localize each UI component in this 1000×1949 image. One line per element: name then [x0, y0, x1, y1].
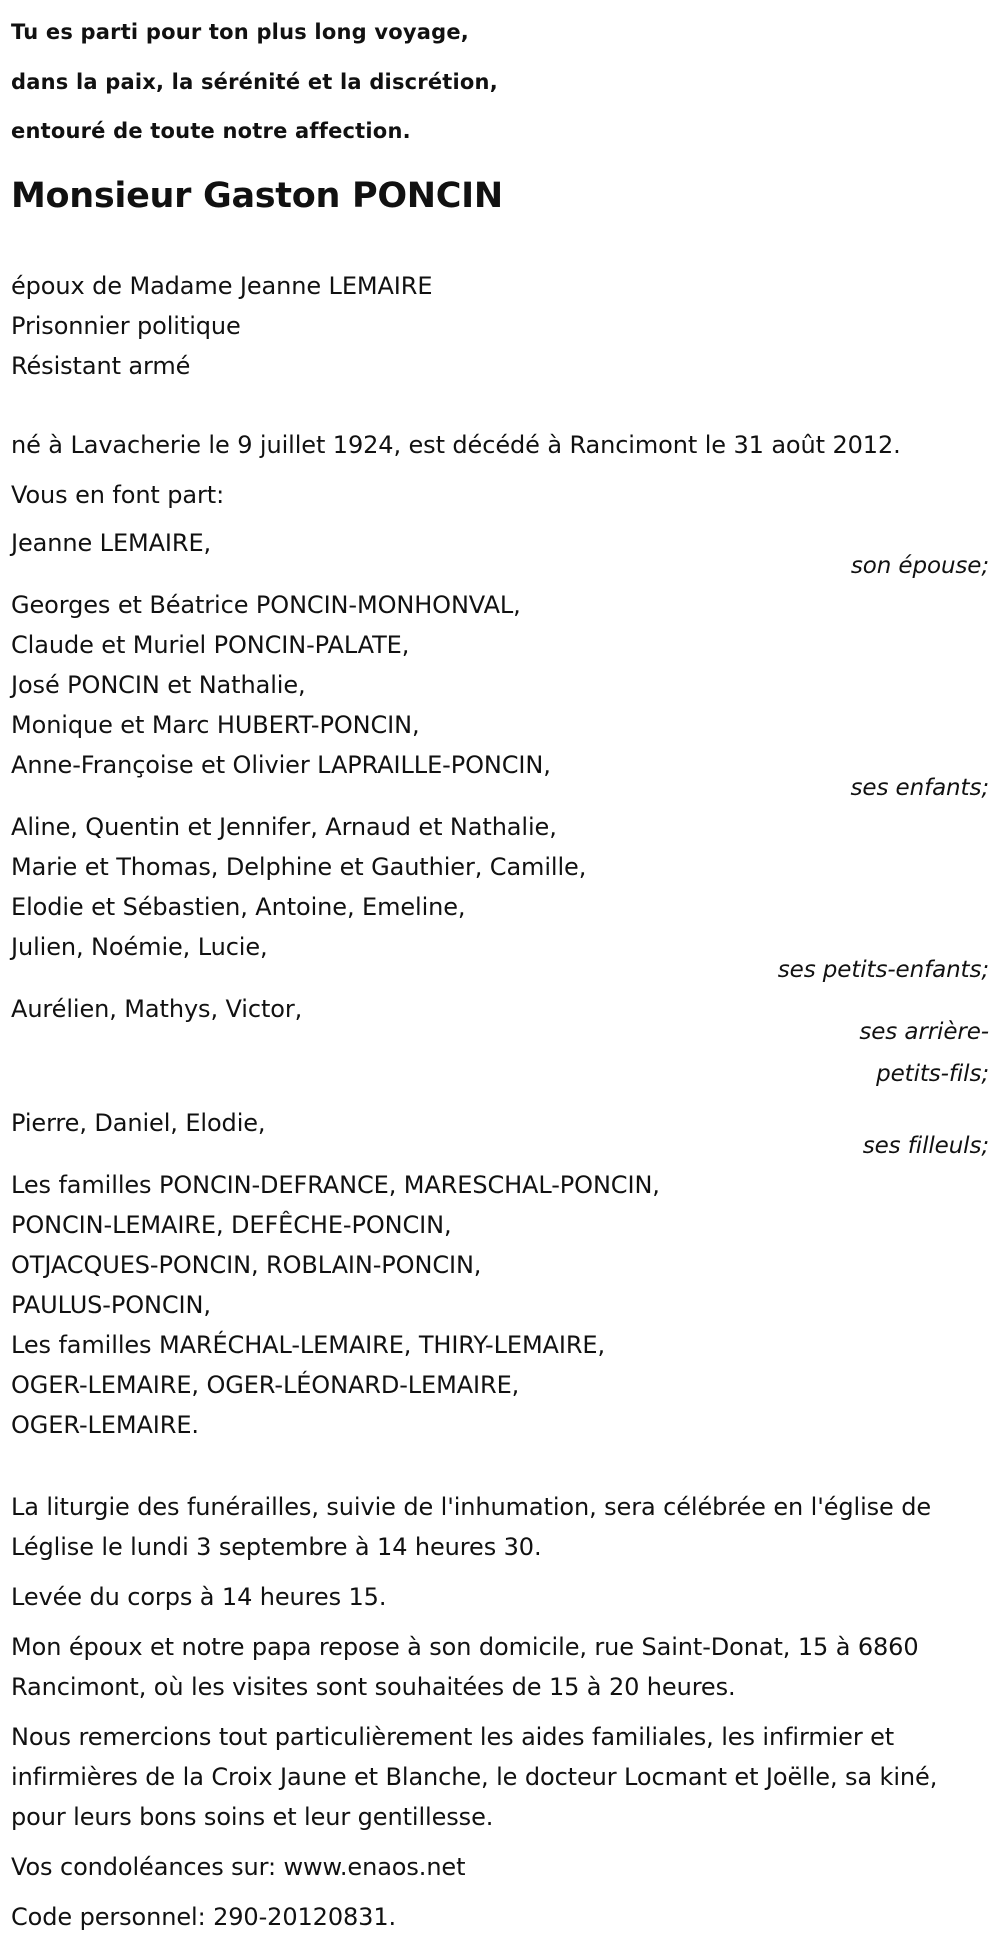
- family-name-line: Jeanne LEMAIRE,: [11, 528, 212, 557]
- relation-label: ses filleuls;: [862, 1132, 989, 1159]
- relation-label: son épouse;: [850, 552, 989, 579]
- family-name-line: Elodie et Sébastien, Antoine, Emeline,: [11, 892, 466, 921]
- family-group-grandchildren: [11, 807, 989, 981]
- announcement-line: Vous en font part:: [11, 480, 225, 509]
- family-line: OGER-LEMAIRE, OGER-LÉONARD-LEMAIRE,: [11, 1370, 520, 1399]
- spouse-line: époux de Madame Jeanne LEMAIRE: [11, 271, 433, 300]
- family-name-line: Aline, Quentin et Jennifer, Arnaud et Nathalie,: [11, 812, 557, 841]
- family-name-line: Claude et Muriel PONCIN-PALATE,: [11, 630, 410, 659]
- family-group-godchildren: [11, 1103, 989, 1157]
- personal-code: Code personnel: 290-20120831.: [11, 1902, 397, 1931]
- relation-label: ses arrière-petits-fils;: [859, 1018, 989, 1087]
- quality-line: Résistant armé: [11, 351, 191, 380]
- family-line: Les familles PONCIN-DEFRANCE, MARESCHAL-PONCIN,: [11, 1170, 660, 1199]
- family-name-line: José PONCIN et Nathalie,: [11, 670, 306, 699]
- funeral-info: La liturgie des funérailles, suivie de l'inhumation, sera célébrée en l'église de Léglise le lundi 3 septembre à 14 heures 30.: [11, 1492, 932, 1561]
- family-name-line: Pierre, Daniel, Elodie,: [11, 1108, 266, 1137]
- family-name-line: Aurélien, Mathys, Victor,: [11, 994, 303, 1023]
- relation-label: ses enfants;: [850, 774, 989, 801]
- family-line: PAULUS-PONCIN,: [11, 1290, 211, 1319]
- opening-verse: [11, 0, 989, 157]
- family-group-spouse: [11, 523, 989, 577]
- family-group-children: [11, 585, 989, 799]
- condolences-link[interactable]: www.enaos.net: [283, 1852, 466, 1881]
- repose-info: Mon époux et notre papa repose à son domicile, rue Saint-Donat, 15 à 6860 Rancimont, où les visites sont souhaitées de 15 à 20 heures.: [11, 1632, 919, 1701]
- verse-line: Tu es parti pour ton plus long voyage,: [11, 20, 469, 44]
- levee-info: Levée du corps à 14 heures 15.: [11, 1582, 387, 1611]
- thanks-paragraph: Nous remercions tout particulièrement les aides familiales, les infirmier et infirmières de la Croix Jaune et Blanche, le docteur Locmant et Joëlle, sa kiné, pour leurs bons soins et leur gentillesse.: [11, 1722, 938, 1831]
- family-group-great-grandchildren: [11, 989, 989, 1095]
- condolences-line: [11, 1847, 989, 1887]
- closing-section: [11, 1487, 989, 1937]
- verse-line: dans la paix, la sérénité et la discrétion,: [11, 69, 498, 94]
- condolences-label: Vos condoléances sur:: [11, 1852, 284, 1881]
- family-line: Les familles MARÉCHAL-LEMAIRE, THIRY-LEMAIRE,: [11, 1330, 606, 1359]
- deceased-qualities: [11, 266, 989, 386]
- family-name-line: Julien, Noémie, Lucie,: [11, 932, 268, 961]
- family-line: OTJACQUES-PONCIN, ROBLAIN-PONCIN,: [11, 1250, 482, 1279]
- relation-label: ses petits-enfants;: [777, 956, 989, 983]
- family-name-line: Anne-Françoise et Olivier LAPRAILLE-PONCIN,: [11, 750, 551, 779]
- obituary-notice: [11, 0, 989, 1947]
- family-line: OGER-LEMAIRE.: [11, 1410, 199, 1439]
- deceased-name: Monsieur Gaston PONCIN: [11, 175, 503, 216]
- quality-line: Prisonnier politique: [11, 311, 241, 340]
- family-name-line: Georges et Béatrice PONCIN-MONHONVAL,: [11, 590, 521, 619]
- birth-death-line: né à Lavacherie le 9 juillet 1924, est décédé à Rancimont le 31 août 2012.: [11, 430, 901, 459]
- family-name-line: Marie et Thomas, Delphine et Gauthier, Camille,: [11, 852, 587, 881]
- family-line: PONCIN-LEMAIRE, DEFÊCHE-PONCIN,: [11, 1210, 452, 1239]
- verse-line: entouré de toute notre affection.: [11, 119, 411, 143]
- family-name-line: Monique et Marc HUBERT-PONCIN,: [11, 710, 420, 739]
- extended-families: [11, 1165, 989, 1445]
